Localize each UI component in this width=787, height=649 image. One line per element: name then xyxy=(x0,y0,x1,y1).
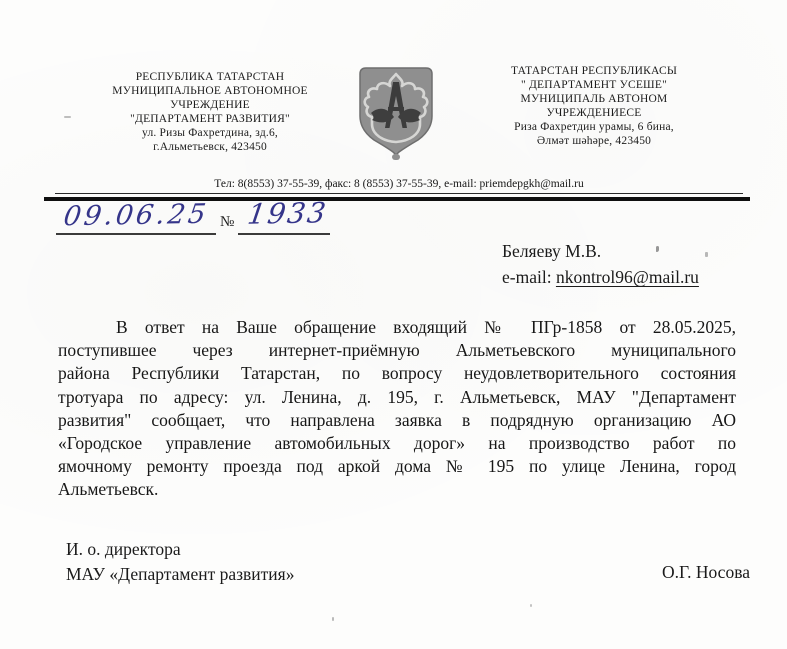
scan-speck xyxy=(64,116,71,118)
org-line: МУНИЦИПАЛЬНОЕ АВТОНОМНОЕ xyxy=(112,85,308,97)
addressee-block xyxy=(502,238,762,290)
body-line: ямочному ремонту проезда под аркой дома № 195 по улице Ленина, город xyxy=(58,456,736,477)
email-address: nkontrol96@mail.ru xyxy=(555,267,699,287)
org-line: ул. Ризы Фахретдина, зд.6, xyxy=(142,127,278,139)
date-underline xyxy=(56,233,216,235)
letter-body xyxy=(58,317,736,503)
body-line: поступившее через интернет-приёмную Альметьевского муниципального xyxy=(58,340,736,361)
signature-name: О.Г. Носова xyxy=(661,562,750,582)
scan-speck xyxy=(332,617,334,621)
signature-position-line: И. о. директора xyxy=(66,539,181,559)
org-line: "ДЕПАРТАМЕНТ РАЗВИТИЯ" xyxy=(130,113,290,125)
addressee-email-line xyxy=(502,264,762,290)
org-line: МУНИЦИПАЛЬ АВТОНОМ xyxy=(520,93,668,105)
org-line: РЕСПУБЛИКА ТАТАРСТАН xyxy=(135,71,285,83)
signature-position-block xyxy=(66,537,294,587)
org-block-tatar xyxy=(450,64,738,148)
body-line: района Республики Татарстан, по вопросу неудовлетворительного состояния xyxy=(58,363,736,384)
body-line: тротуара по адресу: ул. Ленина, д. 195, г. Альметьевск, МАУ "Департамент xyxy=(58,386,736,407)
handwritten-number: 1933 xyxy=(245,196,330,231)
body-line: «Городское управление автомобильных дорог» на производство работ по xyxy=(58,432,736,453)
handwritten-date: 09.06.25 xyxy=(61,198,211,233)
org-line: г.Альметьевск, 423450 xyxy=(153,141,267,153)
scan-speck xyxy=(656,246,659,252)
org-line: Әлмәт шәһәре, 423450 xyxy=(536,135,652,147)
body-line: развития" сообщает, что направлена заявка в подрядную организацию АО xyxy=(58,409,736,430)
org-line: " ДЕПАРТАМЕНТ УСЕШЕ" xyxy=(521,79,667,91)
number-sign: № xyxy=(220,214,235,230)
org-line: УЧРЕЖДЕНИЕ xyxy=(170,99,250,111)
org-line: УЧРЕЖДЕНИЕСЕ xyxy=(546,107,642,119)
number-underline xyxy=(238,233,330,235)
scan-speck xyxy=(530,604,532,607)
email-label: e-mail: xyxy=(502,267,556,287)
org-line: Риза Фахретдин урамы, 6 бина, xyxy=(514,121,674,133)
scan-speck xyxy=(705,252,708,257)
almetyevsk-coat-of-arms-icon xyxy=(352,62,440,162)
org-line: ТАТАРСТАН РЕСПУБЛИКАСЫ xyxy=(510,65,678,77)
org-block-russian xyxy=(62,70,358,154)
contact-line: Тел: 8(8553) 37-55-39, факс: 8 (8553) 37-55-39, e-mail: priemdepgkh@mail.ru xyxy=(55,178,743,194)
body-line: В ответ на Ваше обращение входящий № ПГр-1858 от 28.05.2025, xyxy=(116,317,736,337)
signature-position-line: МАУ «Департамент развития» xyxy=(66,564,295,584)
addressee-name: Беляеву М.В. xyxy=(502,241,602,261)
body-line: Альметьевск. xyxy=(58,479,159,500)
